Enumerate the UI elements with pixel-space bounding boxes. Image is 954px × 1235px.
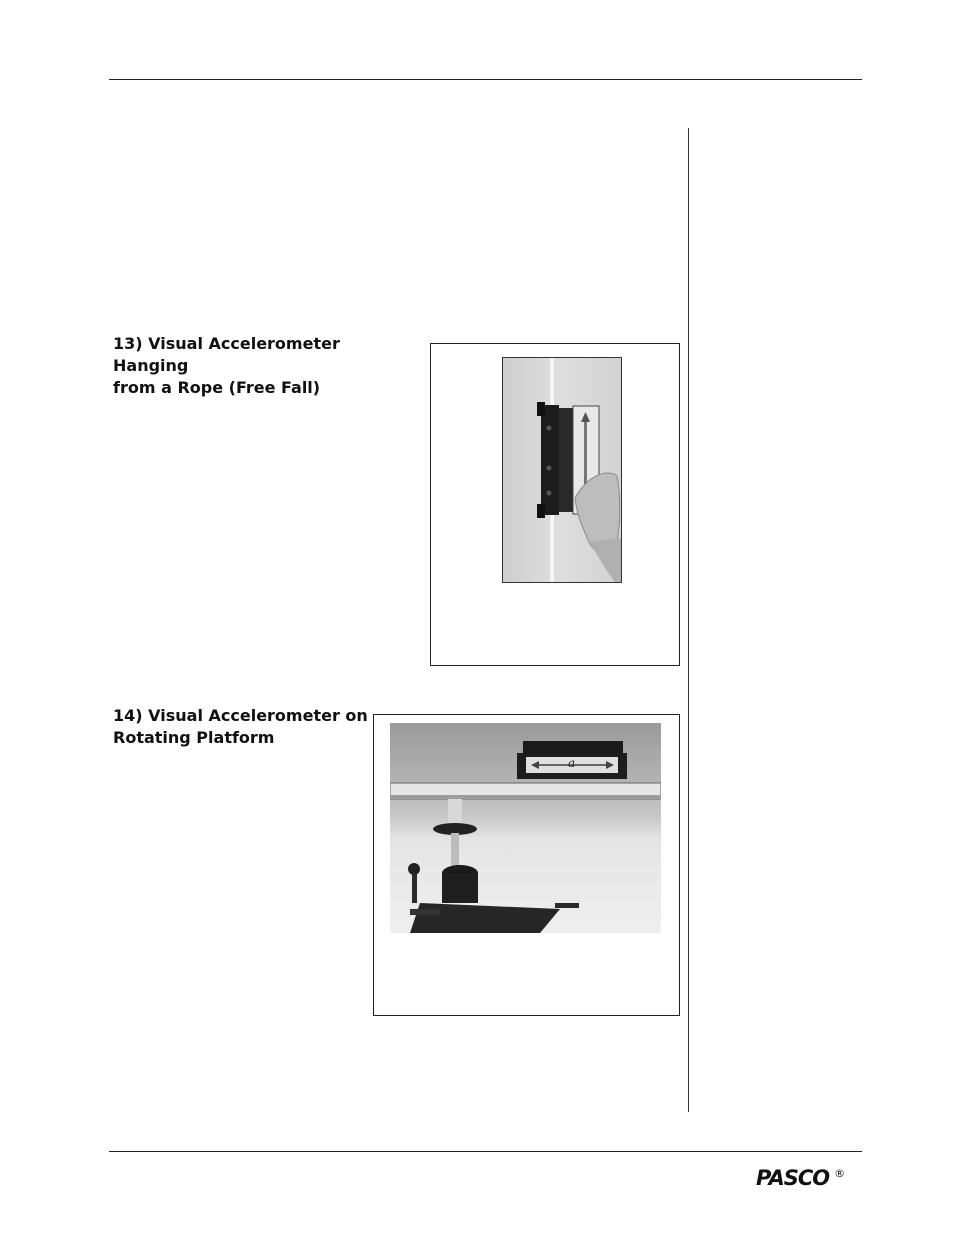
figure-13-frame [430,343,680,666]
pasco-logo-text: PASCO [756,1166,830,1190]
accelerometer-hanging-illustration [503,358,621,582]
figure-13-photo [502,357,622,583]
rotating-platform-illustration [390,723,661,933]
device-acceleration-label: a [568,756,576,770]
figure-14-frame [373,714,680,1016]
section-14-heading: 14) Visual Accelerometer on Rotating Platform [113,706,368,747]
registered-trademark: ® [834,1167,846,1180]
section-13-heading: 13) Visual Accelerometer Hanging from a Rope (Free Fall) [113,334,340,397]
figure-14-photo [390,723,661,933]
footer-rule [109,1151,862,1152]
header-rule [109,79,862,80]
pasco-logo [756,1163,846,1190]
margin-rule [688,128,689,1112]
